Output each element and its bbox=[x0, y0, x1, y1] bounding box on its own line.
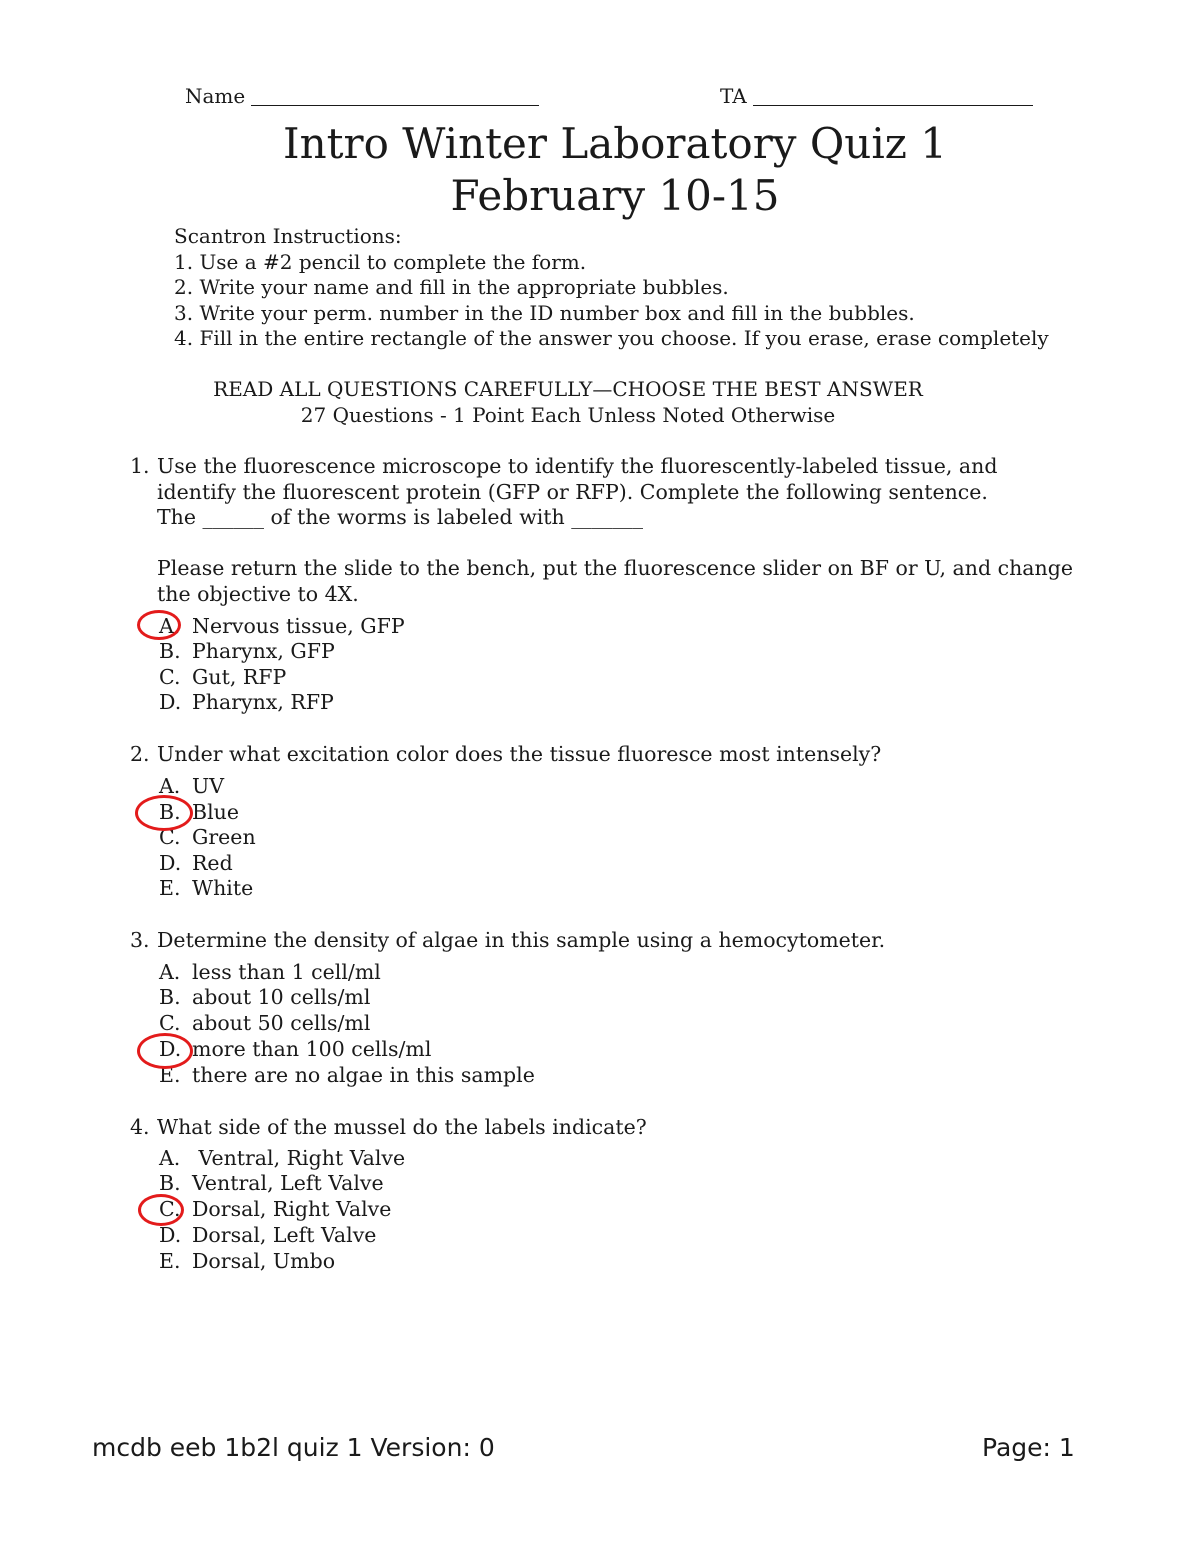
answer-option[interactable] bbox=[159, 1063, 535, 1089]
option-text: Blue bbox=[192, 800, 239, 824]
answer-option[interactable] bbox=[159, 1171, 384, 1197]
quiz-title: Intro Winter Laboratory Quiz 1 bbox=[283, 119, 947, 168]
question-note: Please return the slide to the bench, put the fluorescence slider on BF or U, and change bbox=[157, 556, 1073, 580]
answer-option[interactable] bbox=[159, 1146, 405, 1172]
option-letter: A. bbox=[159, 774, 181, 798]
answer-option[interactable] bbox=[159, 960, 381, 986]
option-text: Dorsal, Umbo bbox=[192, 1249, 336, 1273]
answer-option[interactable] bbox=[159, 1011, 370, 1037]
option-text: Ventral, Left Valve bbox=[192, 1171, 384, 1195]
answer-option[interactable] bbox=[159, 690, 334, 716]
option-letter: C. bbox=[159, 665, 181, 689]
question-text: What side of the mussel do the labels indicate? bbox=[157, 1115, 647, 1139]
name-blank bbox=[251, 85, 539, 106]
answer-option[interactable] bbox=[159, 665, 286, 691]
question-text: The ______ of the worms is labeled with _______ bbox=[157, 505, 644, 529]
ta-field bbox=[720, 84, 1033, 108]
option-letter: D. bbox=[159, 690, 182, 714]
option-text: there are no algae in this sample bbox=[192, 1063, 535, 1087]
name-label: Name bbox=[185, 84, 246, 108]
instruction-item: 4. Fill in the entire rectangle of the answer you choose. If you erase, erase completely bbox=[174, 326, 1049, 350]
option-letter: E. bbox=[159, 1249, 181, 1273]
answer-option[interactable] bbox=[159, 639, 335, 665]
option-text: more than 100 cells/ml bbox=[192, 1037, 432, 1061]
option-text: Pharynx, GFP bbox=[192, 639, 335, 663]
option-text: Dorsal, Left Valve bbox=[192, 1223, 377, 1247]
points-notice: 27 Questions - 1 Point Each Unless Noted Otherwise bbox=[300, 403, 836, 427]
question-text: Use the fluorescence microscope to identify the fluorescently-labeled tissue, and bbox=[157, 454, 998, 478]
option-letter: E. bbox=[159, 876, 181, 900]
option-letter: A. bbox=[159, 960, 181, 984]
option-letter: B. bbox=[159, 985, 181, 1009]
option-text: Pharynx, RFP bbox=[192, 690, 334, 714]
option-text: about 10 cells/ml bbox=[192, 985, 371, 1009]
name-field bbox=[185, 84, 539, 108]
instructions-heading: Scantron Instructions: bbox=[174, 224, 402, 248]
option-text: Dorsal, Right Valve bbox=[192, 1197, 392, 1221]
question-number: 4. bbox=[130, 1115, 150, 1139]
answer-option[interactable] bbox=[159, 1037, 431, 1063]
option-letter: D. bbox=[159, 1223, 182, 1247]
instruction-item: 3. Write your perm. number in the ID number box and fill in the bubbles. bbox=[174, 300, 915, 325]
question-number: 2. bbox=[130, 742, 150, 766]
option-text: White bbox=[192, 876, 254, 900]
read-carefully-notice: READ ALL QUESTIONS CAREFULLY—CHOOSE THE BEST ANSWER bbox=[213, 377, 923, 401]
option-letter: D. bbox=[159, 851, 182, 875]
answer-option[interactable] bbox=[159, 1223, 376, 1249]
footer-page-number: Page: 1 bbox=[982, 1433, 1075, 1462]
question-number: 1. bbox=[130, 454, 150, 478]
option-letter: A. bbox=[159, 614, 181, 638]
question-text: identify the fluorescent protein (GFP or RFP). Complete the following sentence. bbox=[157, 480, 988, 504]
instruction-item: 2. Write your name and fill in the appropriate bubbles. bbox=[174, 275, 729, 299]
answer-option[interactable] bbox=[159, 851, 233, 877]
option-letter: C. bbox=[159, 1197, 181, 1221]
option-text: Gut, RFP bbox=[192, 665, 287, 689]
option-text: about 50 cells/ml bbox=[192, 1011, 371, 1035]
option-text: Nervous tissue, GFP bbox=[192, 614, 405, 638]
answer-option[interactable] bbox=[159, 1197, 391, 1223]
answer-circle bbox=[138, 1194, 184, 1226]
option-letter: B. bbox=[159, 1171, 181, 1195]
option-text: Green bbox=[192, 825, 256, 849]
footer-version: mcdb eeb 1b2l quiz 1 Version: 0 bbox=[92, 1433, 495, 1462]
ta-blank bbox=[753, 85, 1033, 106]
option-letter: D. bbox=[159, 1037, 182, 1061]
instruction-item: 1. Use a #2 pencil to complete the form. bbox=[174, 249, 587, 274]
answer-option[interactable] bbox=[159, 1249, 335, 1275]
option-text: Red bbox=[192, 851, 233, 875]
option-letter: A. bbox=[159, 1146, 181, 1170]
answer-circle bbox=[137, 1033, 193, 1069]
option-letter: B. bbox=[159, 800, 181, 824]
answer-circle bbox=[135, 795, 193, 831]
option-text: less than 1 cell/ml bbox=[192, 960, 381, 984]
ta-label: TA bbox=[720, 84, 747, 108]
scantron-instructions bbox=[174, 224, 1049, 352]
option-letter: C. bbox=[159, 1011, 181, 1035]
option-letter: C. bbox=[159, 825, 181, 849]
answer-option[interactable] bbox=[159, 985, 370, 1011]
option-text: UV bbox=[192, 774, 225, 798]
option-letter: B. bbox=[159, 639, 181, 663]
option-text: Ventral, Right Valve bbox=[192, 1146, 406, 1170]
question-note: the objective to 4X. bbox=[157, 582, 359, 606]
question-text: Under what excitation color does the tissue fluoresce most intensely? bbox=[157, 742, 882, 766]
answer-option[interactable] bbox=[159, 614, 405, 640]
question-text: Determine the density of algae in this sample using a hemocytometer. bbox=[157, 928, 886, 952]
question-number: 3. bbox=[130, 928, 150, 952]
quiz-date: February 10-15 bbox=[450, 171, 780, 220]
answer-circle bbox=[137, 610, 181, 640]
option-letter: E. bbox=[159, 1063, 181, 1087]
answer-option[interactable] bbox=[159, 876, 253, 902]
